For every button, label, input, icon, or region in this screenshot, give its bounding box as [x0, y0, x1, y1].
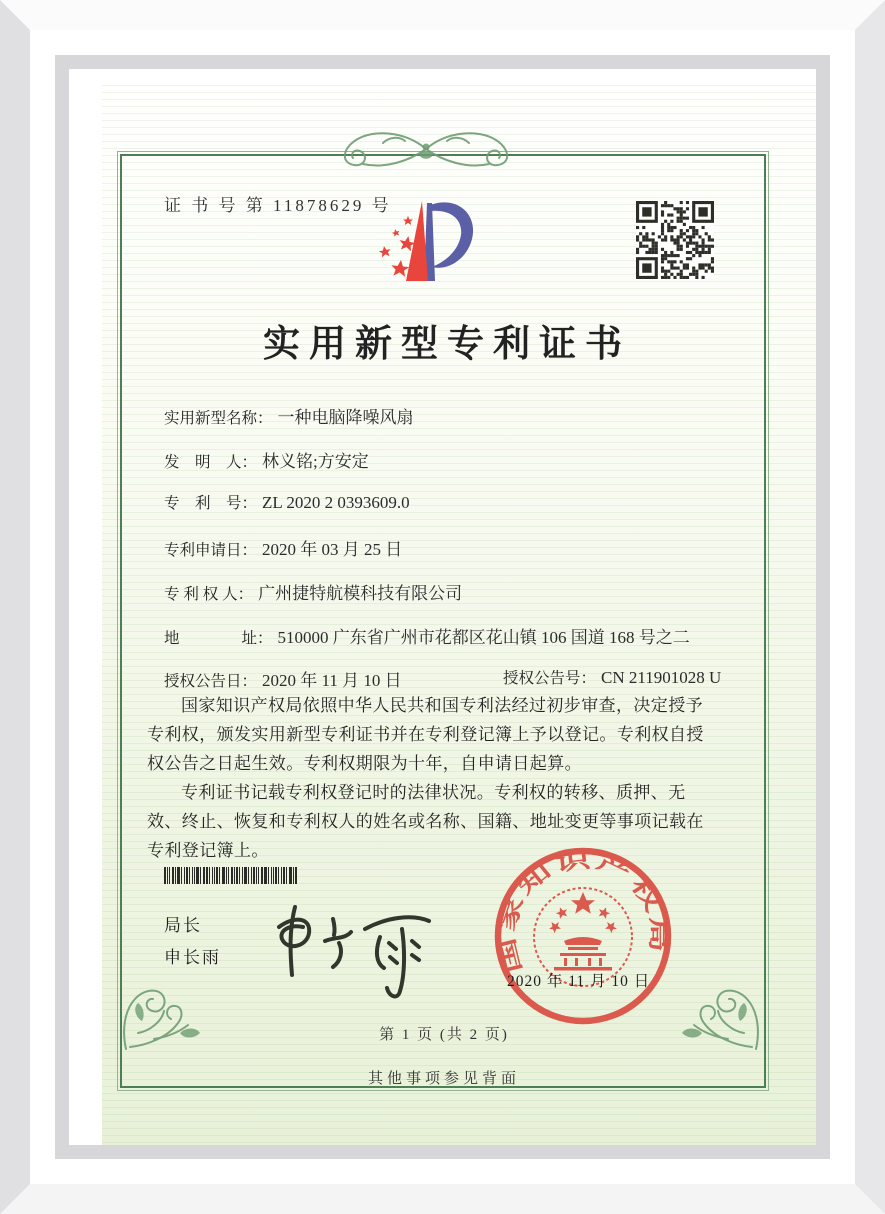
field-row-filing-date — [164, 535, 402, 560]
commissioner-name: 申长雨 — [164, 948, 221, 967]
commissioner-signature — [261, 885, 446, 1010]
seal-national-emblem — [547, 892, 620, 971]
certificate-number: 证 书 号 第 11878629 号 — [164, 196, 392, 215]
cnipa-patent-logo-icon — [366, 189, 486, 299]
field-label: 专利申请日： — [164, 542, 258, 559]
seal-text: 国家知识产权局 — [493, 848, 672, 976]
page-number: 第 1 页 (共 2 页) — [379, 1027, 509, 1043]
field-label: 授权公告号： — [503, 670, 597, 687]
field-label: 发 明 人： — [164, 454, 258, 471]
qr-code-icon — [636, 201, 714, 279]
certificate-title: 实用新型专利证书 — [263, 324, 631, 365]
svg-text:国家知识产权局 — [493, 847, 671, 976]
field-value: 广州捷特航模科技有限公司 — [258, 584, 463, 603]
top-flourish-ornament — [323, 119, 529, 179]
commissioner-title: 局长 — [164, 916, 202, 935]
field-value: CN 211901028 U — [601, 668, 722, 687]
field-row-patentee — [164, 579, 462, 604]
field-value: 林义铭;方安定 — [262, 452, 369, 471]
official-seal — [488, 841, 678, 1031]
legal-text — [147, 691, 719, 865]
field-row-inventor — [164, 447, 369, 472]
field-label: 地 址： — [164, 630, 273, 647]
legal-paragraph-1: 国家知识产权局依照中华人民共和国专利法经过初步审查，决定授予专利权，颁发实用新型专利证书并在专利登记簿上予以登记。专利权自授权公告之日起生效。专利权期限为十年，自申请日起算。 — [147, 696, 704, 773]
mat-gray-band — [55, 55, 830, 1159]
field-value: ZL 2020 2 0393609.0 — [262, 493, 410, 512]
field-grant-number — [503, 666, 721, 688]
field-label: 专 利 权 人： — [164, 586, 254, 603]
frame-mat — [30, 30, 855, 1184]
field-value: 510000 广东省广州市花都区花山镇 106 国道 168 号之二 — [277, 628, 690, 647]
field-row-name — [164, 403, 414, 428]
field-row-address — [164, 623, 690, 648]
field-label: 实用新型名称： — [164, 410, 273, 427]
legal-paragraph-2: 专利证书记载专利权登记时的法律状况。专利权的转移、质押、无效、终止、恢复和专利权人的姓名或名称、国籍、地址变更等事项记载在专利登记簿上。 — [147, 783, 704, 860]
field-label: 专 利 号： — [164, 495, 258, 512]
field-value: 2020 年 03 月 25 日 — [262, 540, 403, 559]
certificate-paper — [102, 85, 816, 1145]
field-value: 一种电脑降噪风扇 — [277, 408, 414, 427]
field-row-patent-no — [164, 491, 410, 513]
seal-date: 2020 年 11 月 10 日 — [507, 973, 651, 990]
field-value: 2020 年 11 月 10 日 — [262, 671, 402, 690]
mat-opening — [69, 69, 816, 1145]
field-label: 授权公告日： — [164, 673, 258, 690]
barcode-icon — [164, 867, 346, 884]
back-side-note: 其他事项参见背面 — [367, 1071, 520, 1087]
field-row-grant-date — [164, 666, 722, 691]
